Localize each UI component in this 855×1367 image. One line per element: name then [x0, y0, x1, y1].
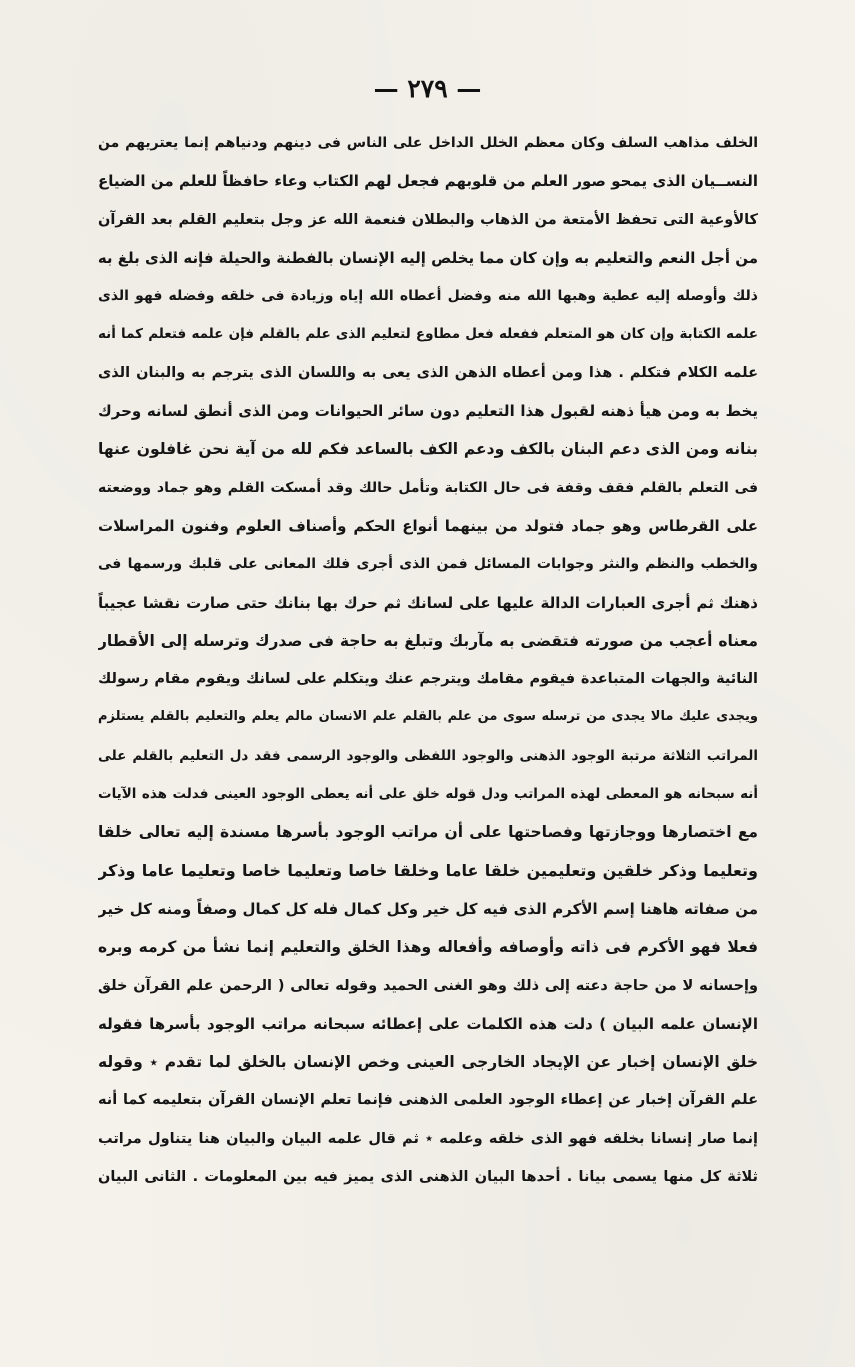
text-line: إنما صار إنسانا بخلقه فهو الذى خلقه وعلمه ٭ ثم قال علمه البيان والبيان هنا يتناول مراتب	[98, 1130, 758, 1147]
text-line: والخطب والنظم والنثر وجوابات المسائل فمن الذى أجرى فلك المعانى على قلبك ورسمها فى	[98, 556, 758, 573]
text-line: المراتب الثلاثة مرتبة الوجود الذهنى والوجود اللفظى والوجود الرسمى فقد دل التعليم بالقلم على	[98, 747, 758, 764]
text-line: فعلا فهو الأكرم فى ذاته وأوصافه وأفعاله وهذا الخلق والتعليم إنما نشأ من كرمه وبره	[98, 938, 758, 957]
text-line: وإحسانه لا من حاجة دعته إلى ذلك وهو الغنى الحميد وقوله تعالى ( الرحمن علم القرآن خلق	[98, 977, 758, 994]
text-line: ويجدى عليك مالا يجدى من ترسله سوى من علم بالقلم علم الانسان مالم يعلم والتعليم بالقلم يستلزم	[98, 709, 758, 725]
text-line: علم القرآن إخبار عن إعطاء الوجود العلمى الذهنى فإنما تعلم الإنسان القرآن بتعليمه كما أنه	[98, 1092, 758, 1109]
text-line: ذلك وأوصله إليه عطية وهبها الله منه وفضل أعطاه الله إياه وزيادة فى خلقه وفضله فهو الذى	[98, 288, 758, 305]
text-line: من أجل النعم والتعليم به وإن كان مما يخلص إليه الإنسان بالفطنة والحيلة فإنه الذى بلغ به	[98, 248, 758, 267]
text-line: فى التعلم بالقلم فقف وقفة فى حال الكتابة وتأمل حالك وقد أمسكت القلم وهو جماد ووضعته	[98, 479, 758, 496]
text-line: مع اختصارها ووجازتها وفصاحتها على أن مراتب الوجود بأسرها مسندة إليه تعالى خلقا	[98, 823, 758, 842]
text-line: يخط به ومن هيأ ذهنه لقبول هذا التعليم دون سائر الحيوانات ومن الذى أنطق لسانه وحرك	[98, 402, 758, 421]
text-line: ذهنك ثم أجرى العبارات الدالة عليها على لسانك ثم حرك بها بنانك حتى صارت نقشا عجيباً	[98, 593, 758, 612]
text-line: علمه الكلام فتكلم . هذا ومن أعطاه الذهن الذى يعى به واللسان الذى يترجم به والبنان الذى	[98, 364, 758, 381]
text-body	[98, 124, 758, 1196]
text-line: ثلاثة كل منها يسمى بيانا . أحدها البيان الذهنى الذى يميز فيه بين المعلومات . الثانى البيان	[98, 1169, 758, 1186]
text-line: علمه الكتابة وإن كان هو المتعلم ففعله فعل مطاوع لتعليم الذى علم بالقلم فإن علمه فتعلم كما أنه	[98, 326, 758, 343]
text-line: النســيان الذى يمحو صور العلم من قلوبهم فجعل لهم الكتاب وعاء حافظاً للعلم من الضياع	[98, 172, 758, 191]
text-line: الخلف مذاهب السلف وكان معظم الخلل الداخل على الناس فى دينهم ودنياهم إنما يعتريهم من	[98, 135, 758, 151]
text-line: من صفاته هاهنا إسم الأكرم الذى فيه كل خير وكل كمال فله كل كمال وصفاً ومنه كل خير	[98, 899, 758, 918]
text-line: النائية والجهات المتباعدة فيقوم مقامك ويترجم عنك ويتكلم على لسانك ويقوم مقام رسولك	[98, 671, 758, 688]
text-line: وتعليما وذكر خلقين وتعليمين خلقا عاما وخلقا خاصا وتعليما خاصا وتعليما عاما وذكر	[98, 860, 758, 880]
text-line: معناه أعجب من صورته فتقضى به مآربك وتبلغ به حاجة فى صدرك وترسله إلى الأقطار	[98, 631, 758, 650]
text-line: الإنسان علمه البيان ) دلت هذه الكلمات على إعطائه سبحانه مراتب الوجود بأسرها فقوله	[98, 1014, 758, 1033]
text-line: خلق الإنسان إخبار عن الإيجاد الخارجى العينى وخص الإنسان بالخلق لما تقدم ٭ وقوله	[98, 1053, 758, 1072]
page-number: — ٢٧٩ —	[373, 74, 482, 103]
text-line: كالأوعية التى تحفظ الأمتعة من الذهاب والبطلان فنعمة الله عز وجل بتعليم القلم بعد القرآن	[98, 211, 758, 228]
text-line: على القرطاس وهو جماد فتولد من بينهما أنواع الحكم وأصناف العلوم وفنون المراسلات	[98, 516, 758, 535]
text-line: بنانه ومن الذى دعم البنان بالكف ودعم الكف بالساعد فكم لله من آية نحن غافلون عنها	[98, 440, 758, 459]
text-line: أنه سبحانه هو المعطى لهذه المراتب ودل قوله خلق على أنه يعطى الوجود العينى فدلت هذه الآيات	[98, 786, 758, 803]
